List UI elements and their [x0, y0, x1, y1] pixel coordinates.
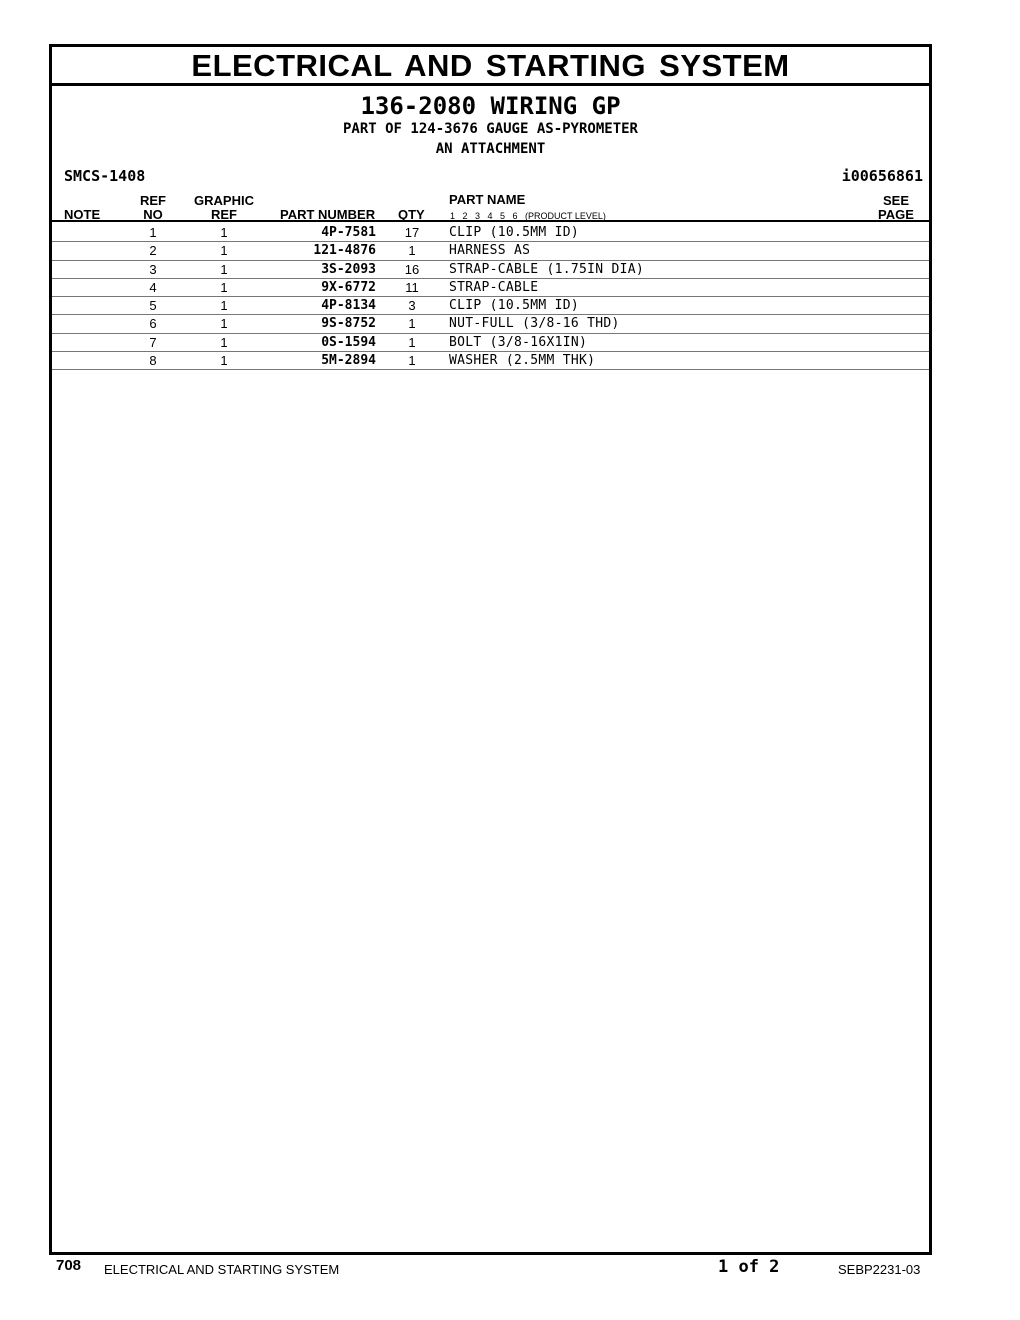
part-name: STRAP-CABLE — [449, 279, 539, 295]
table-row — [52, 334, 929, 352]
table-row — [52, 279, 929, 297]
header-ref-bottom: NO — [143, 207, 163, 222]
graphic-ref: 1 — [220, 225, 228, 240]
header-see-page — [874, 194, 918, 222]
ref-no: 7 — [149, 334, 157, 350]
table-row — [52, 224, 929, 242]
ref-no: 6 — [149, 316, 157, 332]
part-name: CLIP (10.5MM ID) — [449, 225, 580, 240]
quantity: 1 — [408, 243, 416, 259]
quantity: 16 — [404, 261, 420, 277]
table-row — [52, 315, 929, 333]
part-number: 4P-7581 — [321, 225, 376, 240]
table-row — [52, 352, 929, 370]
page-of-count: 1 of 2 — [718, 1257, 780, 1277]
table-row — [52, 242, 929, 260]
header-graphic-bottom: REF — [211, 207, 237, 222]
header-see-bottom: PAGE — [878, 207, 914, 222]
part-name: STRAP-CABLE (1.75IN DIA) — [449, 261, 645, 277]
quantity: 11 — [405, 279, 419, 295]
ref-no: 2 — [149, 243, 157, 259]
graphic-ref: 1 — [220, 261, 228, 277]
part-number: 5M-2894 — [321, 353, 376, 369]
part-name: NUT-FULL (3/8-16 THD) — [449, 316, 620, 332]
parts-list — [52, 224, 929, 370]
table-row — [52, 261, 929, 279]
page-number: 708 — [56, 1257, 82, 1274]
ref-no: 5 — [149, 298, 157, 314]
graphic-ref: 1 — [220, 353, 228, 369]
header-note: NOTE — [64, 207, 101, 222]
graphic-ref: 1 — [220, 334, 228, 350]
ref-no: 4 — [149, 279, 157, 295]
part-of-line: PART OF 124-3676 GAUGE AS-PYROMETER — [342, 121, 638, 137]
header-graphic-top: GRAPHIC — [194, 193, 254, 208]
header-part-name: PART NAME — [449, 192, 526, 207]
header-part-number: PART NUMBER — [280, 207, 376, 222]
graphic-ref: 1 — [220, 243, 228, 259]
part-name: CLIP (10.5MM ID) — [449, 298, 580, 314]
part-number: 9X-6772 — [321, 279, 376, 295]
header-ref-no — [138, 194, 168, 222]
part-number: 9S-8752 — [321, 316, 376, 332]
parts-page-frame — [49, 44, 932, 1255]
quantity: 17 — [404, 225, 420, 240]
header-qty: QTY — [398, 207, 425, 222]
quantity: 1 — [408, 316, 416, 332]
graphic-ref: 1 — [220, 298, 228, 314]
part-number: 3S-2093 — [321, 261, 376, 277]
part-name: WASHER (2.5MM THK) — [449, 353, 596, 369]
ref-no: 1 — [149, 225, 157, 240]
header-ref-top: REF — [140, 193, 166, 208]
document-number: SEBP2231-03 — [838, 1262, 921, 1277]
part-number: 0S-1594 — [321, 334, 376, 350]
quantity: 3 — [408, 298, 416, 314]
quantity: 1 — [408, 334, 416, 350]
part-name: BOLT (3/8-16X1IN) — [449, 334, 588, 350]
graphic-ref: 1 — [220, 279, 228, 295]
part-name: HARNESS AS — [449, 243, 531, 259]
part-number: 121-4876 — [313, 243, 376, 259]
graphic-ref: 1 — [220, 316, 228, 332]
ref-no: 3 — [149, 261, 157, 277]
part-number: 4P-8134 — [321, 298, 376, 314]
table-row — [52, 297, 929, 315]
header-see-top: SEE — [882, 193, 909, 208]
smcs-code: SMCS-1408 — [64, 167, 146, 185]
attachment-line: AN ATTACHMENT — [435, 141, 546, 157]
header-product-levels: 1 2 3 4 5 6 (PRODUCT LEVEL) — [450, 211, 606, 221]
header-rule — [52, 220, 929, 222]
ref-no: 8 — [149, 353, 157, 369]
group-title: 136-2080 WIRING GP — [360, 92, 621, 120]
illustration-id: i00656861 — [841, 167, 923, 185]
header-graphic-ref — [190, 194, 258, 222]
footer-title: ELECTRICAL AND STARTING SYSTEM — [104, 1262, 340, 1277]
quantity: 1 — [408, 353, 416, 369]
section-title: ELECTRICAL AND STARTING SYSTEM — [52, 47, 929, 86]
